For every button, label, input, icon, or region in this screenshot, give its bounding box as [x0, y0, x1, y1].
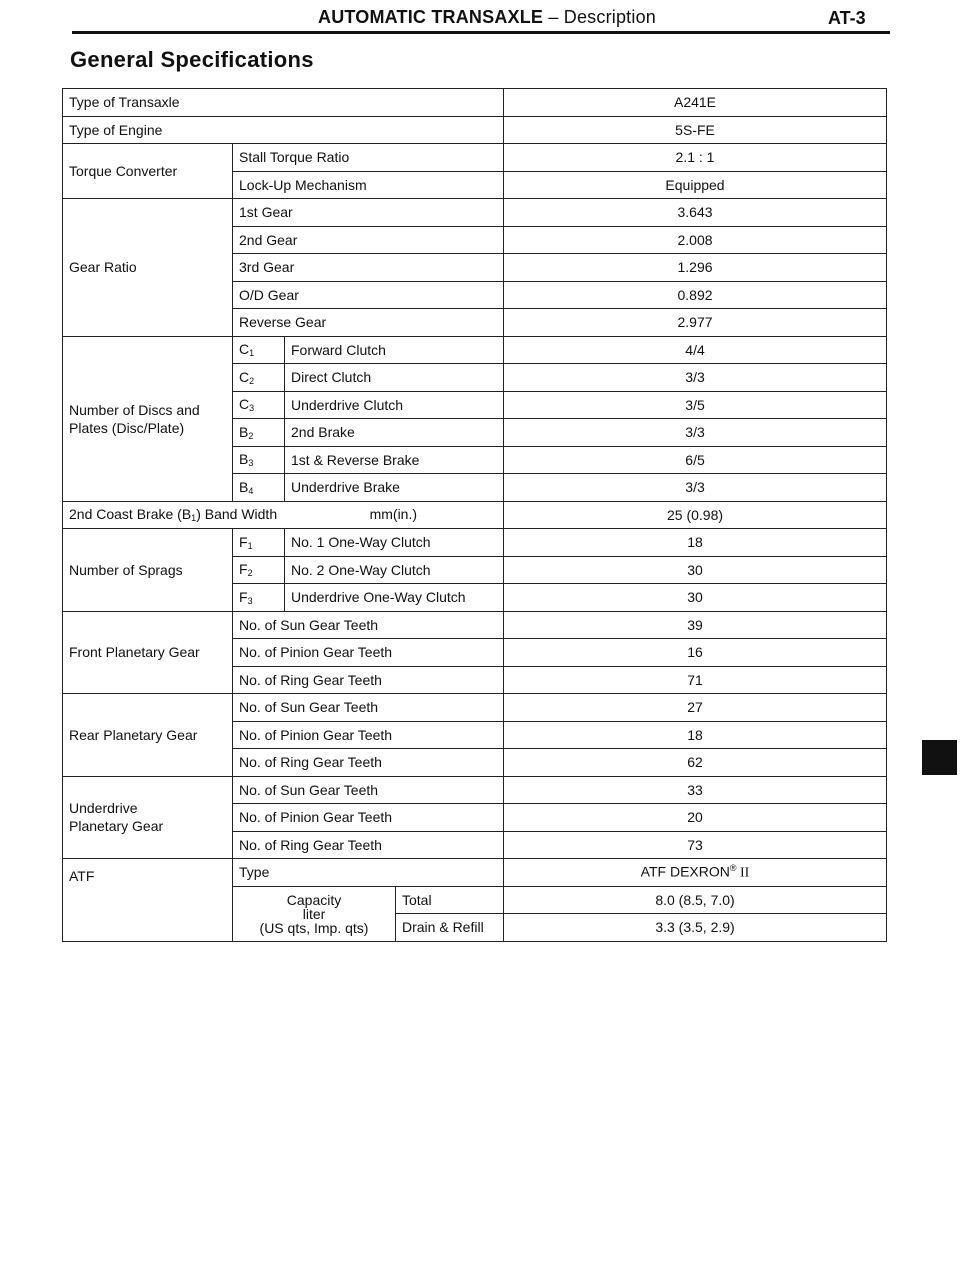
value-teeth: 73: [504, 831, 887, 859]
component-code: $B_4$: [233, 474, 285, 502]
value-component: 6/5: [504, 446, 887, 474]
value-gear: 2.977: [504, 309, 887, 337]
value-gear: 3.643: [504, 199, 887, 227]
label-component: Underdrive Clutch: [285, 391, 504, 419]
group-rear-planetary: Rear Planetary Gear: [63, 694, 233, 777]
value-atf-drain-refill: 3.3 (3.5, 2.9): [504, 914, 887, 942]
page-heading: General Specifications: [70, 47, 314, 72]
value-teeth: 16: [504, 639, 887, 667]
table-row: [63, 89, 887, 117]
group-torque-converter: Torque Converter: [63, 144, 233, 199]
value-teeth: 33: [504, 776, 887, 804]
group-front-planetary: Front Planetary Gear: [63, 611, 233, 694]
component-code: $C_1$: [233, 336, 285, 364]
value-teeth: 71: [504, 666, 887, 694]
group-underdrive-planetary: Underdrive Planetary Gear: [63, 776, 233, 859]
component-code: $F_1$: [233, 529, 285, 557]
label-teeth: No. of Sun Gear Teeth: [233, 611, 504, 639]
label-transaxle-type: Type of Transaxle: [63, 89, 504, 117]
value-stall-ratio: 2.1 : 1: [504, 144, 887, 172]
table-row: [63, 611, 887, 639]
label-lockup: Lock-Up Mechanism: [233, 171, 504, 199]
value-coast-brake: 25 (0.98): [504, 501, 887, 529]
value-teeth: 27: [504, 694, 887, 722]
label-gear: 1st Gear: [233, 199, 504, 227]
label-teeth: No. of Pinion Gear Teeth: [233, 639, 504, 667]
label-gear: O/D Gear: [233, 281, 504, 309]
spec-table: [62, 88, 887, 942]
label-engine-type: Type of Engine: [63, 116, 504, 144]
value-component: 4/4: [504, 336, 887, 364]
label-gear: 2nd Gear: [233, 226, 504, 254]
component-code: $C_2$: [233, 364, 285, 392]
label-component: Underdrive Brake: [285, 474, 504, 502]
component-code: $B_2$: [233, 419, 285, 447]
label-atf-type: Type: [233, 859, 504, 887]
page-header: [0, 0, 960, 40]
table-row: [63, 859, 887, 887]
value-component: 30: [504, 556, 887, 584]
section-tab-marker: [922, 740, 957, 775]
value-component: 3/5: [504, 391, 887, 419]
group-atf: ATF: [63, 859, 233, 942]
label-teeth: No. of Ring Gear Teeth: [233, 666, 504, 694]
label-component: Underdrive One-Way Clutch: [285, 584, 504, 612]
value-component: 3/3: [504, 474, 887, 502]
group-gear-ratio: Gear Ratio: [63, 199, 233, 337]
label-component: No. 1 One-Way Clutch: [285, 529, 504, 557]
value-teeth: 20: [504, 804, 887, 832]
component-code: $B_3$: [233, 446, 285, 474]
header-rule: [72, 31, 890, 34]
label-teeth: No. of Ring Gear Teeth: [233, 749, 504, 777]
value-teeth: 62: [504, 749, 887, 777]
value-component: 3/3: [504, 419, 887, 447]
value-component: 18: [504, 529, 887, 557]
label-component: 2nd Brake: [285, 419, 504, 447]
component-code: $F_3$: [233, 584, 285, 612]
group-sprags: Number of Sprags: [63, 529, 233, 612]
value-lockup: Equipped: [504, 171, 887, 199]
label-teeth: No. of Sun Gear Teeth: [233, 776, 504, 804]
table-row: [63, 501, 887, 529]
table-row: [63, 336, 887, 364]
label-teeth: No. of Sun Gear Teeth: [233, 694, 504, 722]
value-gear: 0.892: [504, 281, 887, 309]
value-atf-total: 8.0 (8.5, 7.0): [504, 886, 887, 914]
label-component: No. 2 One-Way Clutch: [285, 556, 504, 584]
header-title: AUTOMATIC TRANSAXLE – Description: [318, 7, 656, 27]
table-row: [63, 529, 887, 557]
value-atf-type: ATF DEXRON® II: [504, 859, 887, 887]
table-row: [63, 144, 887, 172]
value-gear: 2.008: [504, 226, 887, 254]
label-component: Forward Clutch: [285, 336, 504, 364]
label-coast-brake: 2nd Coast Brake $(B_1)$ Band Width mm(in.): [63, 501, 504, 529]
value-engine-type: 5S-FE: [504, 116, 887, 144]
label-gear: Reverse Gear: [233, 309, 504, 337]
label-atf-total: Total: [396, 886, 504, 914]
label-gear: 3rd Gear: [233, 254, 504, 282]
value-teeth: 39: [504, 611, 887, 639]
table-row: [63, 776, 887, 804]
label-stall-ratio: Stall Torque Ratio: [233, 144, 504, 172]
component-code: $C_3$: [233, 391, 285, 419]
label-teeth: No. of Pinion Gear Teeth: [233, 721, 504, 749]
value-component: 3/3: [504, 364, 887, 392]
group-discs-plates: Number of Discs and Plates (Disc/Plate): [63, 336, 233, 501]
component-code: $F_2$: [233, 556, 285, 584]
label-teeth: No. of Ring Gear Teeth: [233, 831, 504, 859]
value-component: 30: [504, 584, 887, 612]
label-atf-drain-refill: Drain & Refill: [396, 914, 504, 942]
value-transaxle-type: A241E: [504, 89, 887, 117]
table-row: [63, 116, 887, 144]
value-teeth: 18: [504, 721, 887, 749]
table-row: [63, 694, 887, 722]
label-component: 1st & Reverse Brake: [285, 446, 504, 474]
table-row: [63, 199, 887, 227]
label-component: Direct Clutch: [285, 364, 504, 392]
unit-label: mm(in.): [369, 506, 418, 523]
value-gear: 1.296: [504, 254, 887, 282]
label-teeth: No. of Pinion Gear Teeth: [233, 804, 504, 832]
page-number: AT-3: [828, 8, 866, 28]
label-atf-capacity: Capacity liter (US qts, Imp. qts): [233, 886, 396, 941]
